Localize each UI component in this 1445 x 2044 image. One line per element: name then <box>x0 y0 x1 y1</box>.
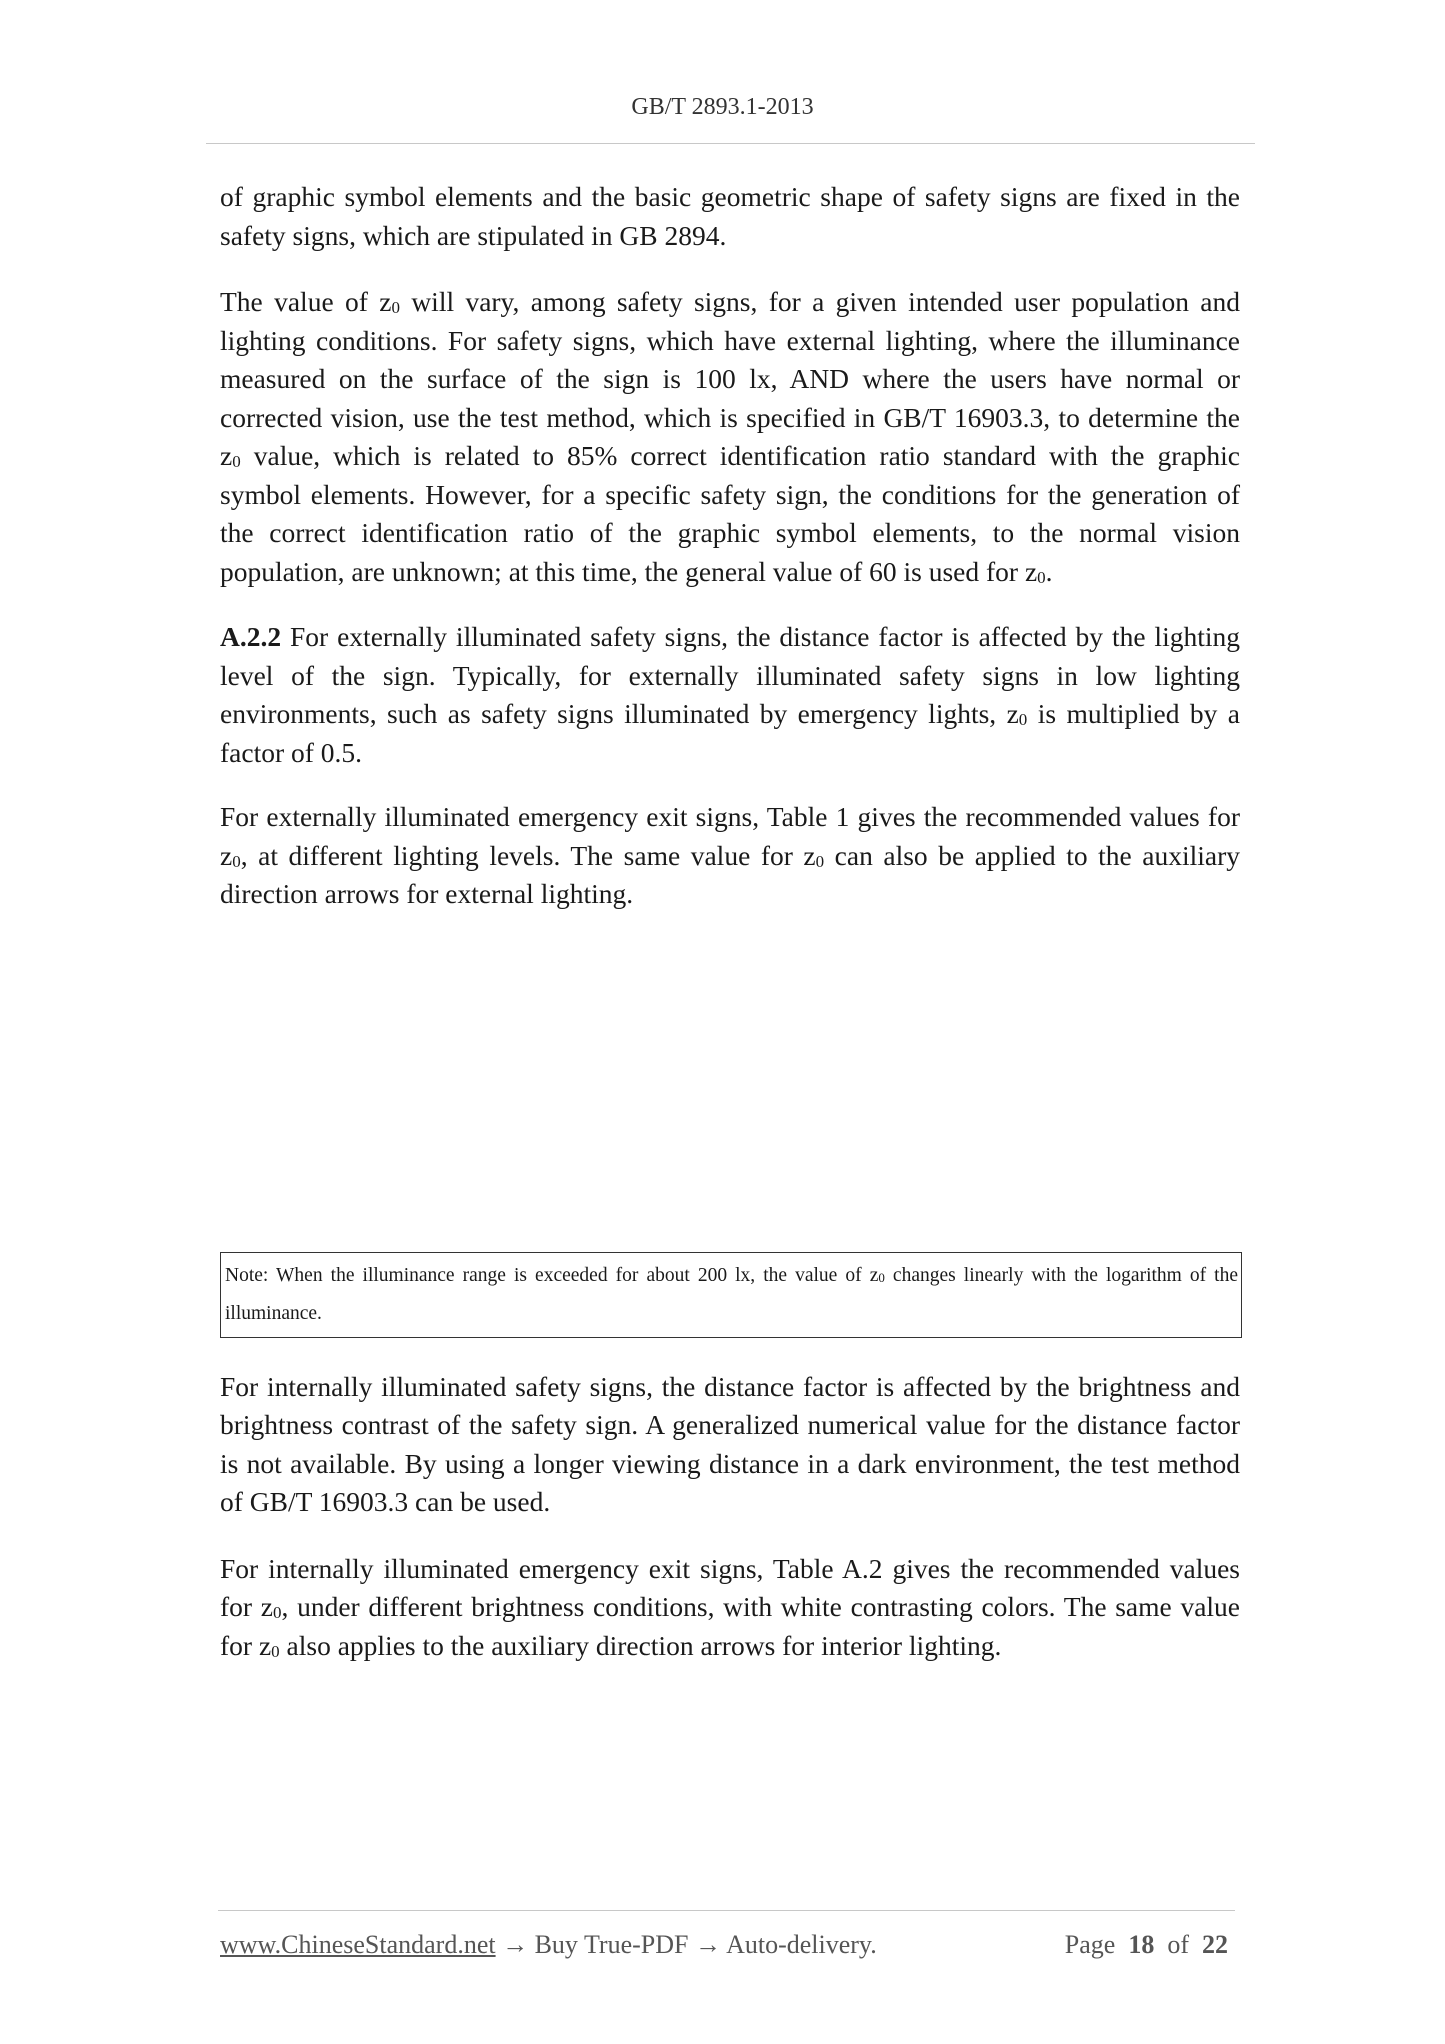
current-page: 18 <box>1128 1930 1155 1959</box>
footer-divider <box>218 1910 1235 1911</box>
paragraph-external-exit-signs: For externally illuminated emergency exit signs, Table 1 gives the recommended values for $z_0$, at different lighting levels. The same value for $z_0$ can also be applied to the auxiliary direction arrows for external lighting. <box>220 801 1240 909</box>
paragraph-internal-signs: For internally illuminated safety signs, the distance factor is affected by the brightness and brightness contrast of the safety sign. A generalized numerical value for the distance factor is not available. By using a longer viewing distance in a dark environment, the test method of GB/T 16903.3 can be used. <box>220 1370 1240 1517</box>
footer-links <box>220 1930 877 1960</box>
header-divider <box>206 143 1255 144</box>
clause-number: A.2.2 <box>220 621 282 652</box>
page-header-title: GB/T 2893.1-2013 <box>631 94 814 120</box>
document-body <box>220 178 1240 1665</box>
delivery-text: Auto-delivery. <box>726 1930 877 1959</box>
website-link[interactable]: www.ChineseStandard.net <box>220 1930 496 1959</box>
table-placeholder-space <box>220 914 1240 1252</box>
table-note: Note: When the illuminance range is exceeded for about 200 lx, the value of $z_0$ changes linearly with the logarithm of the illuminance. <box>220 1252 1242 1338</box>
arrow-icon: → <box>502 1930 529 1959</box>
arrow-icon: → <box>695 1930 721 1959</box>
paragraph-gb2894: of graphic symbol elements and the basic geometric shape of safety signs are fixed in the safety signs, which are stipulated in GB 2894. <box>220 181 1240 251</box>
paragraph-a22: A.2.2 For externally illuminated safety signs, the distance factor is affected by the lighting level of the sign. Typically, for externally illuminated safety signs in low lighting environments, such as safety signs illuminated by emergency lights, $z_0$ is multiplied by a factor of 0.5. <box>220 621 1240 768</box>
paragraph-z0-value: The value of $z_0$ will vary, among safety signs, for a given intended user population and lighting conditions. For safety signs, which have external lighting, where the illuminance measured on the surface of the sign is 100 lx, AND where the users have normal or corrected vision, use the test method, which is specified in GB/T 16903.3, to determine the $z_0$ value, which is related to 85% correct identification ratio standard with the graphic symbol elements. However, for a specific safety sign, the conditions for the generation of the correct identification ratio of the graphic symbol elements, to the normal vision population, are unknown; at this time, the general value of 60 is used for $z_0$. <box>220 286 1240 587</box>
buy-pdf-text: Buy True-PDF <box>534 1930 689 1959</box>
page-number: Page 18 of 22 <box>1064 1930 1228 1959</box>
total-pages: 22 <box>1202 1930 1228 1959</box>
paragraph-internal-exit-signs: For internally illuminated emergency exit signs, Table A.2 gives the recommended values for $z_0$, under different brightness conditions, with white contrasting colors. The same value for $z_0$ also applies to the auxiliary direction arrows for interior lighting. <box>220 1552 1240 1661</box>
